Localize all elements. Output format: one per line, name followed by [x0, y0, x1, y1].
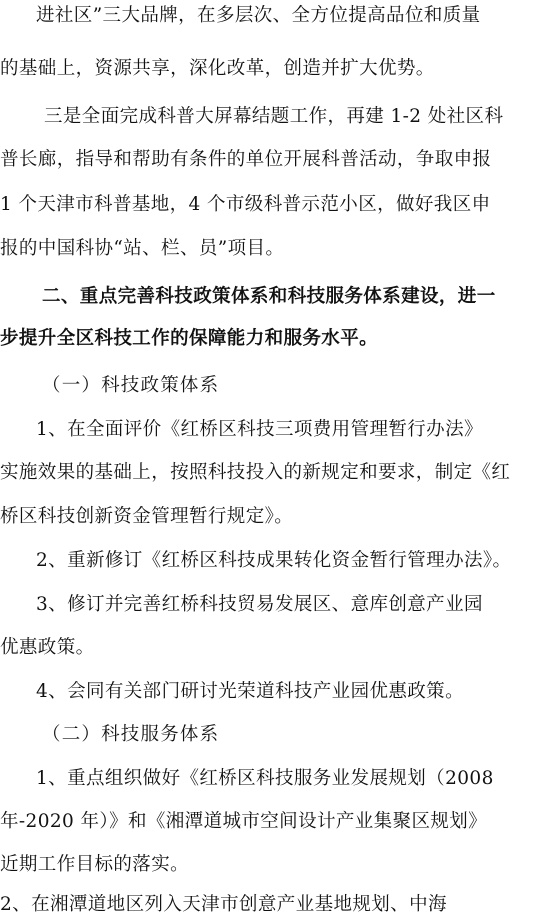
- paragraph-line: 普长廊，指导和帮助有条件的单位开展科普活动，争取申报: [0, 149, 492, 170]
- paragraph-line: 实施效果的基础上，按照科技投入的新规定和要求，制定《红: [0, 462, 511, 483]
- paragraph-line: 优惠政策。: [0, 637, 95, 658]
- paragraph-line: 三是全面完成科普大屏幕结题工作，再建 1-2 处社区科: [44, 106, 504, 127]
- paragraph-line: 1 个天津市科普基地，4 个市级科普示范小区，做好我区申: [0, 194, 491, 215]
- paragraph-line: 3、修订并完善红桥科技贸易发展区、意库创意产业园: [36, 594, 483, 615]
- section-heading: 步提升全区科技工作的保障能力和服务水平。: [0, 328, 379, 349]
- paragraph-line: 桥区科技创新资金管理暂行规定》。: [0, 506, 294, 527]
- paragraph-line: 的基础上，资源共享，深化改革，创造并扩大优势。: [0, 58, 435, 79]
- paragraph-line: 年-2020 年）》和《湘潭道城市空间设计产业集聚区规划》: [0, 811, 488, 832]
- paragraph-line: 2、重新修订《红桥区科技成果转化资金暂行管理办法》。: [36, 550, 512, 571]
- paragraph-line: 进社区”三大品牌，在多层次、全方位提高品位和质量: [36, 5, 481, 26]
- paragraph-line: 近期工作目标的落实。: [0, 854, 190, 875]
- paragraph-line: 报的中国科协“站、栏、员”项目。: [0, 238, 285, 259]
- paragraph-line: 1、在全面评价《红桥区科技三项费用管理暂行办法》: [36, 419, 483, 440]
- section-heading: 二、重点完善科技政策体系和科技服务体系建设，进一: [42, 286, 496, 307]
- subsection-heading: （二）科技服务体系: [42, 724, 220, 745]
- paragraph-line: 2、在湘潭道地区列入天津市创意产业基地规划、中海: [0, 894, 447, 915]
- paragraph-line: 4、会同有关部门研讨光荣道科技产业园优惠政策。: [36, 681, 464, 702]
- paragraph-line: 1、重点组织做好《红桥区科技服务业发展规划（2008: [36, 768, 494, 789]
- subsection-heading: （一）科技政策体系: [42, 375, 220, 396]
